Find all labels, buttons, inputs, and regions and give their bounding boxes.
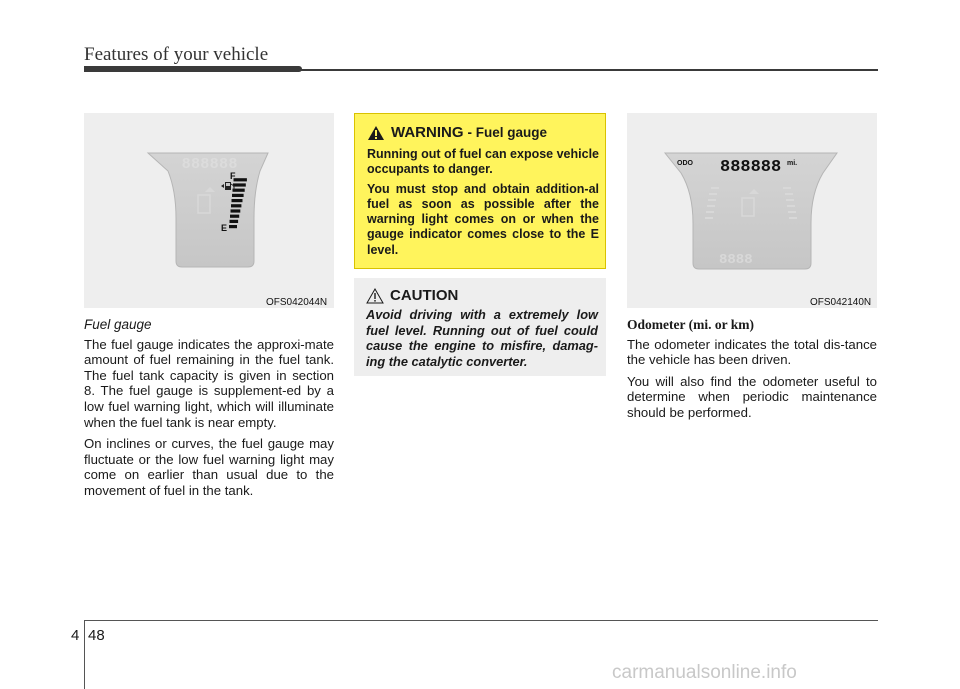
fuel-gauge-heading: Fuel gauge	[84, 317, 152, 332]
fuel-bar	[231, 204, 241, 207]
gauge-empty-label: E	[221, 223, 228, 233]
page-number: 48	[88, 627, 105, 644]
fuel-bar	[232, 194, 244, 197]
fuel-bar	[232, 199, 243, 202]
warning-title: WARNING	[391, 124, 464, 141]
warning-paragraph-1: Running out of fuel can expose vehicle occupants to danger.	[367, 147, 599, 177]
caution-header	[366, 287, 458, 304]
fuel-bar	[230, 220, 239, 223]
caution-body: Avoid driving with a extremely low fuel level. Running out of fuel could cause the engine to misfire, damag-ing the catalytic converter.	[366, 307, 598, 369]
header-rule-thick	[84, 66, 302, 72]
warning-box	[354, 113, 606, 269]
page-header-title: Features of your vehicle	[84, 44, 269, 65]
warning-paragraph-2: You must stop and obtain addition-al fuel as soon as possible after the warning light comes on or when the gauge indicator comes close to the E level.	[367, 181, 599, 257]
footer-rule	[84, 620, 878, 621]
warning-body	[367, 147, 599, 262]
svg-text:8888: 8888	[719, 252, 753, 268]
odometer-paragraph-1: The odometer indicates the total dis-tance the vehicle has been driven.	[627, 336, 877, 368]
odo-digits: 888888	[720, 158, 782, 177]
odometer-heading: Odometer (mi. or km)	[627, 317, 754, 332]
footer-vertical-rule	[84, 620, 85, 689]
right-column-text	[627, 317, 877, 427]
fuel-bar	[229, 225, 237, 228]
odometer-figure	[627, 113, 877, 308]
odometer-paragraph-2: You will also find the odometer useful to determine when periodic maintenance should be performed.	[627, 373, 877, 420]
fuel-bar	[233, 183, 246, 186]
figure-code-right: OFS042140N	[810, 297, 872, 308]
odometer-illustration	[627, 113, 877, 308]
fuel-bar	[234, 178, 247, 181]
fuel-gauge-paragraph-2: On inclines or curves, the fuel gauge may fluctuate or the low fuel warning light may come on earlier than usual due to the movement of fuel in the tank.	[84, 436, 334, 498]
warning-header	[367, 124, 547, 141]
watermark: carmanualsonline.info	[612, 662, 797, 683]
fuel-gauge-paragraph-1: The fuel gauge indicates the approxi-mate amount of fuel remaining in the fuel tank. The fuel tank capacity is given in section 8. The fuel gauge is supplement-ed by a low fuel warning light, which will illuminate when the fuel tank is near empty.	[84, 336, 334, 430]
fuel-gauge-illustration	[84, 113, 334, 308]
fuel-gauge-figure	[84, 113, 334, 308]
caution-title: CAUTION	[390, 287, 459, 304]
warning-triangle-icon	[367, 125, 385, 141]
chapter-number: 4	[71, 627, 80, 644]
gauge-full-label: F	[230, 171, 236, 181]
caution-box	[354, 278, 606, 376]
caution-triangle-icon	[366, 288, 384, 304]
figure-code-left: OFS042044N	[266, 297, 328, 308]
svg-text:888888: 888888	[182, 155, 239, 172]
fuel-bar	[231, 209, 241, 212]
warning-subtitle: - Fuel gauge	[467, 125, 548, 140]
odo-unit: mi.	[787, 160, 798, 167]
odo-label: ODO	[677, 160, 693, 167]
header-rule-thin	[300, 69, 878, 71]
fuel-bar	[230, 215, 239, 218]
left-column-text	[84, 317, 334, 505]
